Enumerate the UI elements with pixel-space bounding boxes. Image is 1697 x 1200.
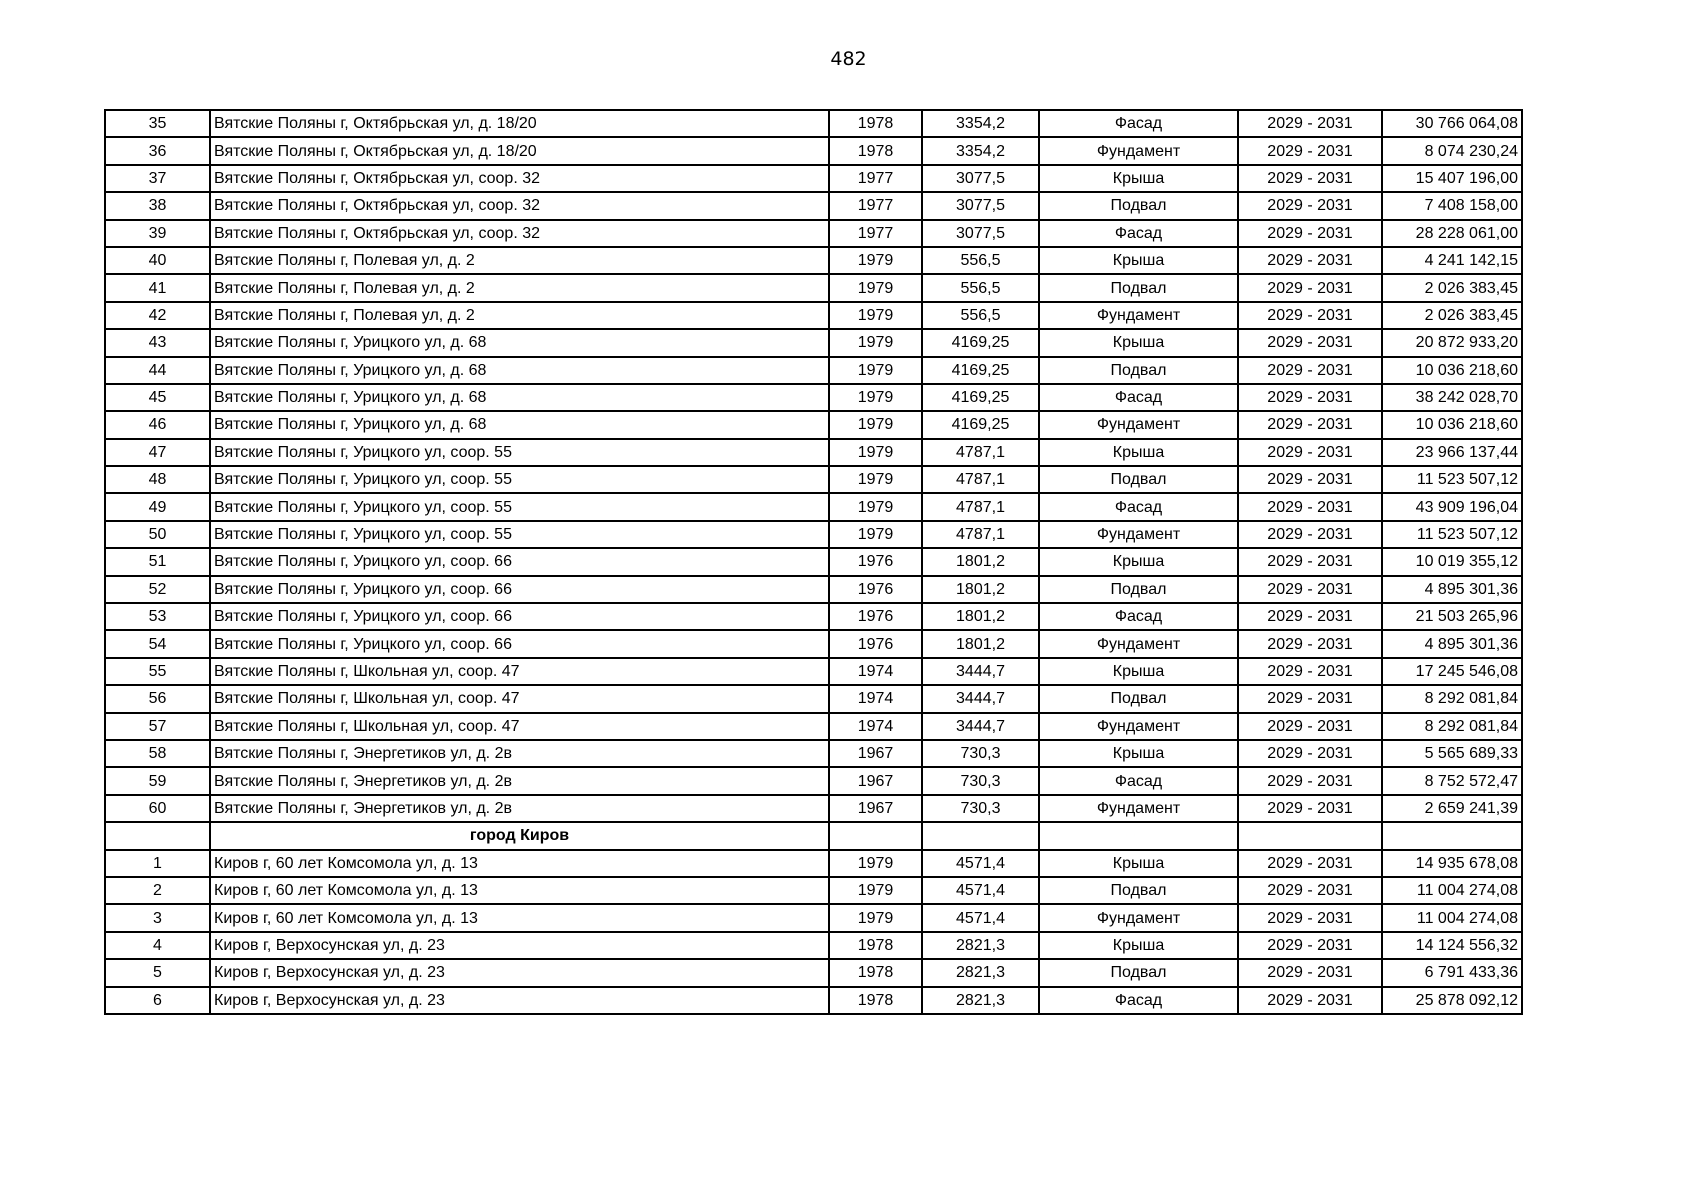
area-cell: 556,5 bbox=[922, 274, 1039, 301]
row-number-cell: 44 bbox=[105, 357, 210, 384]
work-type-cell: Крыша bbox=[1039, 329, 1238, 356]
build-year-cell: 1967 bbox=[829, 795, 922, 822]
cost-cell bbox=[1382, 822, 1522, 849]
period-cell: 2029 - 2031 bbox=[1238, 630, 1382, 657]
work-type-cell: Подвал bbox=[1039, 576, 1238, 603]
row-number-cell: 51 bbox=[105, 548, 210, 575]
period-cell: 2029 - 2031 bbox=[1238, 740, 1382, 767]
build-year-cell: 1979 bbox=[829, 274, 922, 301]
address-cell: Вятские Поляны г, Октябрьская ул, соор. 32 bbox=[210, 165, 829, 192]
period-cell: 2029 - 2031 bbox=[1238, 987, 1382, 1014]
address-cell: Вятские Поляны г, Урицкого ул, соор. 55 bbox=[210, 493, 829, 520]
table-row bbox=[105, 384, 1522, 411]
table-row bbox=[105, 658, 1522, 685]
build-year-cell: 1979 bbox=[829, 850, 922, 877]
work-type-cell bbox=[1039, 822, 1238, 849]
address-cell: Вятские Поляны г, Школьная ул, соор. 47 bbox=[210, 713, 829, 740]
build-year-cell: 1979 bbox=[829, 466, 922, 493]
address-cell: Вятские Поляны г, Полевая ул, д. 2 bbox=[210, 247, 829, 274]
cost-cell: 14 124 556,32 bbox=[1382, 932, 1522, 959]
table-row bbox=[105, 411, 1522, 438]
table-row bbox=[105, 521, 1522, 548]
address-cell: Вятские Поляны г, Полевая ул, д. 2 bbox=[210, 302, 829, 329]
period-cell: 2029 - 2031 bbox=[1238, 850, 1382, 877]
table-row bbox=[105, 439, 1522, 466]
period-cell: 2029 - 2031 bbox=[1238, 439, 1382, 466]
row-number-cell: 53 bbox=[105, 603, 210, 630]
work-type-cell: Фундамент bbox=[1039, 713, 1238, 740]
address-cell: Вятские Поляны г, Урицкого ул, соор. 66 bbox=[210, 603, 829, 630]
address-cell: Вятские Поляны г, Урицкого ул, соор. 66 bbox=[210, 630, 829, 657]
address-cell: Вятские Поляны г, Энергетиков ул, д. 2в bbox=[210, 795, 829, 822]
page-number: 482 bbox=[830, 48, 867, 70]
table-row bbox=[105, 767, 1522, 794]
work-type-cell: Фасад bbox=[1039, 767, 1238, 794]
row-number-cell: 6 bbox=[105, 987, 210, 1014]
build-year-cell: 1979 bbox=[829, 384, 922, 411]
period-cell: 2029 - 2031 bbox=[1238, 137, 1382, 164]
cost-cell: 23 966 137,44 bbox=[1382, 439, 1522, 466]
build-year-cell: 1979 bbox=[829, 877, 922, 904]
period-cell: 2029 - 2031 bbox=[1238, 877, 1382, 904]
period-cell: 2029 - 2031 bbox=[1238, 302, 1382, 329]
row-number-cell: 37 bbox=[105, 165, 210, 192]
cost-cell: 8 752 572,47 bbox=[1382, 767, 1522, 794]
address-cell: Вятские Поляны г, Урицкого ул, д. 68 bbox=[210, 329, 829, 356]
row-number-cell: 50 bbox=[105, 521, 210, 548]
address-cell: Киров г, 60 лет Комсомола ул, д. 13 bbox=[210, 877, 829, 904]
period-cell: 2029 - 2031 bbox=[1238, 685, 1382, 712]
build-year-cell: 1978 bbox=[829, 959, 922, 986]
build-year-cell: 1979 bbox=[829, 329, 922, 356]
row-number-cell: 3 bbox=[105, 904, 210, 931]
cost-cell: 11 523 507,12 bbox=[1382, 521, 1522, 548]
area-cell bbox=[922, 822, 1039, 849]
cost-cell: 11 523 507,12 bbox=[1382, 466, 1522, 493]
build-year-cell: 1978 bbox=[829, 110, 922, 137]
area-cell: 2821,3 bbox=[922, 932, 1039, 959]
area-cell: 4169,25 bbox=[922, 329, 1039, 356]
table-row bbox=[105, 220, 1522, 247]
work-type-cell: Фасад bbox=[1039, 987, 1238, 1014]
cost-cell: 8 292 081,84 bbox=[1382, 713, 1522, 740]
table-row bbox=[105, 877, 1522, 904]
area-cell: 4571,4 bbox=[922, 904, 1039, 931]
row-number-cell: 39 bbox=[105, 220, 210, 247]
work-type-cell: Подвал bbox=[1039, 357, 1238, 384]
row-number-cell: 47 bbox=[105, 439, 210, 466]
table-row bbox=[105, 357, 1522, 384]
table-row bbox=[105, 493, 1522, 520]
area-cell: 556,5 bbox=[922, 247, 1039, 274]
table-row bbox=[105, 850, 1522, 877]
work-type-cell: Крыша bbox=[1039, 850, 1238, 877]
work-type-cell: Фасад bbox=[1039, 384, 1238, 411]
area-cell: 2821,3 bbox=[922, 959, 1039, 986]
build-year-cell: 1979 bbox=[829, 302, 922, 329]
address-cell: Вятские Поляны г, Урицкого ул, соор. 66 bbox=[210, 576, 829, 603]
period-cell: 2029 - 2031 bbox=[1238, 767, 1382, 794]
cost-cell: 11 004 274,08 bbox=[1382, 877, 1522, 904]
address-cell: Вятские Поляны г, Энергетиков ул, д. 2в bbox=[210, 740, 829, 767]
cost-cell: 10 036 218,60 bbox=[1382, 411, 1522, 438]
period-cell: 2029 - 2031 bbox=[1238, 603, 1382, 630]
area-cell: 3077,5 bbox=[922, 192, 1039, 219]
work-type-cell: Фундамент bbox=[1039, 904, 1238, 931]
row-number-cell: 2 bbox=[105, 877, 210, 904]
address-cell: Вятские Поляны г, Октябрьская ул, соор. 32 bbox=[210, 220, 829, 247]
area-cell: 4169,25 bbox=[922, 384, 1039, 411]
cost-cell: 21 503 265,96 bbox=[1382, 603, 1522, 630]
cost-cell: 17 245 546,08 bbox=[1382, 658, 1522, 685]
row-number-cell: 35 bbox=[105, 110, 210, 137]
cost-cell: 4 895 301,36 bbox=[1382, 576, 1522, 603]
period-cell: 2029 - 2031 bbox=[1238, 795, 1382, 822]
cost-cell: 4 895 301,36 bbox=[1382, 630, 1522, 657]
build-year-cell: 1979 bbox=[829, 904, 922, 931]
area-cell: 4787,1 bbox=[922, 466, 1039, 493]
area-cell: 3444,7 bbox=[922, 713, 1039, 740]
area-cell: 4169,25 bbox=[922, 357, 1039, 384]
row-number-cell: 58 bbox=[105, 740, 210, 767]
build-year-cell: 1976 bbox=[829, 630, 922, 657]
table-row bbox=[105, 329, 1522, 356]
area-cell: 730,3 bbox=[922, 767, 1039, 794]
row-number-cell: 46 bbox=[105, 411, 210, 438]
build-year-cell: 1974 bbox=[829, 713, 922, 740]
build-year-cell: 1978 bbox=[829, 932, 922, 959]
build-year-cell: 1979 bbox=[829, 247, 922, 274]
address-cell: Вятские Поляны г, Полевая ул, д. 2 bbox=[210, 274, 829, 301]
period-cell: 2029 - 2031 bbox=[1238, 932, 1382, 959]
cost-cell: 10 036 218,60 bbox=[1382, 357, 1522, 384]
cost-cell: 2 026 383,45 bbox=[1382, 302, 1522, 329]
area-cell: 4787,1 bbox=[922, 493, 1039, 520]
cost-cell: 20 872 933,20 bbox=[1382, 329, 1522, 356]
cost-cell: 15 407 196,00 bbox=[1382, 165, 1522, 192]
cost-cell: 2 659 241,39 bbox=[1382, 795, 1522, 822]
row-number-cell: 56 bbox=[105, 685, 210, 712]
cost-cell: 5 565 689,33 bbox=[1382, 740, 1522, 767]
period-cell: 2029 - 2031 bbox=[1238, 247, 1382, 274]
period-cell: 2029 - 2031 bbox=[1238, 658, 1382, 685]
cost-cell: 30 766 064,08 bbox=[1382, 110, 1522, 137]
period-cell: 2029 - 2031 bbox=[1238, 329, 1382, 356]
period-cell: 2029 - 2031 bbox=[1238, 493, 1382, 520]
address-cell: Вятские Поляны г, Школьная ул, соор. 47 bbox=[210, 685, 829, 712]
cost-cell: 14 935 678,08 bbox=[1382, 850, 1522, 877]
address-cell: Вятские Поляны г, Урицкого ул, д. 68 bbox=[210, 411, 829, 438]
row-number-cell: 42 bbox=[105, 302, 210, 329]
period-cell: 2029 - 2031 bbox=[1238, 521, 1382, 548]
address-cell: Вятские Поляны г, Октябрьская ул, д. 18/20 bbox=[210, 137, 829, 164]
build-year-cell: 1979 bbox=[829, 493, 922, 520]
address-cell: Вятские Поляны г, Школьная ул, соор. 47 bbox=[210, 658, 829, 685]
period-cell: 2029 - 2031 bbox=[1238, 713, 1382, 740]
row-number-cell: 45 bbox=[105, 384, 210, 411]
period-cell: 2029 - 2031 bbox=[1238, 904, 1382, 931]
repair-schedule-table bbox=[104, 109, 1523, 1015]
row-number-cell: 49 bbox=[105, 493, 210, 520]
work-type-cell: Подвал bbox=[1039, 877, 1238, 904]
period-cell: 2029 - 2031 bbox=[1238, 411, 1382, 438]
period-cell: 2029 - 2031 bbox=[1238, 357, 1382, 384]
period-cell: 2029 - 2031 bbox=[1238, 110, 1382, 137]
table-row bbox=[105, 137, 1522, 164]
build-year-cell: 1978 bbox=[829, 987, 922, 1014]
build-year-cell: 1967 bbox=[829, 740, 922, 767]
area-cell: 1801,2 bbox=[922, 603, 1039, 630]
area-cell: 4787,1 bbox=[922, 521, 1039, 548]
table-row bbox=[105, 932, 1522, 959]
cost-cell: 11 004 274,08 bbox=[1382, 904, 1522, 931]
row-number-cell: 38 bbox=[105, 192, 210, 219]
row-number-cell: 40 bbox=[105, 247, 210, 274]
build-year-cell: 1979 bbox=[829, 357, 922, 384]
address-cell: Вятские Поляны г, Урицкого ул, д. 68 bbox=[210, 384, 829, 411]
section-header-row bbox=[105, 822, 1522, 849]
table-row bbox=[105, 904, 1522, 931]
table-row bbox=[105, 630, 1522, 657]
build-year-cell: 1979 bbox=[829, 521, 922, 548]
build-year-cell: 1977 bbox=[829, 220, 922, 247]
area-cell: 730,3 bbox=[922, 740, 1039, 767]
row-number-cell: 60 bbox=[105, 795, 210, 822]
cost-cell: 8 292 081,84 bbox=[1382, 685, 1522, 712]
address-cell: Киров г, 60 лет Комсомола ул, д. 13 bbox=[210, 904, 829, 931]
cost-cell: 28 228 061,00 bbox=[1382, 220, 1522, 247]
work-type-cell: Подвал bbox=[1039, 685, 1238, 712]
build-year-cell: 1967 bbox=[829, 767, 922, 794]
address-cell: Вятские Поляны г, Энергетиков ул, д. 2в bbox=[210, 767, 829, 794]
table-row bbox=[105, 740, 1522, 767]
area-cell: 1801,2 bbox=[922, 576, 1039, 603]
table-row bbox=[105, 685, 1522, 712]
work-type-cell: Фундамент bbox=[1039, 302, 1238, 329]
address-cell: Киров г, 60 лет Комсомола ул, д. 13 bbox=[210, 850, 829, 877]
build-year-cell: 1976 bbox=[829, 548, 922, 575]
address-cell: Вятские Поляны г, Октябрьская ул, д. 18/20 bbox=[210, 110, 829, 137]
address-cell: Вятские Поляны г, Октябрьская ул, соор. 32 bbox=[210, 192, 829, 219]
work-type-cell: Крыша bbox=[1039, 165, 1238, 192]
table-row bbox=[105, 548, 1522, 575]
row-number-cell: 43 bbox=[105, 329, 210, 356]
table-row bbox=[105, 576, 1522, 603]
work-type-cell: Фундамент bbox=[1039, 411, 1238, 438]
period-cell bbox=[1238, 822, 1382, 849]
area-cell: 1801,2 bbox=[922, 630, 1039, 657]
area-cell: 4571,4 bbox=[922, 877, 1039, 904]
address-cell: Вятские Поляны г, Урицкого ул, соор. 66 bbox=[210, 548, 829, 575]
area-cell: 2821,3 bbox=[922, 987, 1039, 1014]
work-type-cell: Подвал bbox=[1039, 466, 1238, 493]
table-row bbox=[105, 165, 1522, 192]
work-type-cell: Фундамент bbox=[1039, 521, 1238, 548]
period-cell: 2029 - 2031 bbox=[1238, 165, 1382, 192]
row-number-cell: 1 bbox=[105, 850, 210, 877]
cost-cell: 7 408 158,00 bbox=[1382, 192, 1522, 219]
table-row bbox=[105, 959, 1522, 986]
area-cell: 3077,5 bbox=[922, 220, 1039, 247]
cost-cell: 2 026 383,45 bbox=[1382, 274, 1522, 301]
cost-cell: 43 909 196,04 bbox=[1382, 493, 1522, 520]
row-number-cell: 36 bbox=[105, 137, 210, 164]
period-cell: 2029 - 2031 bbox=[1238, 220, 1382, 247]
area-cell: 1801,2 bbox=[922, 548, 1039, 575]
row-number-cell: 52 bbox=[105, 576, 210, 603]
period-cell: 2029 - 2031 bbox=[1238, 192, 1382, 219]
work-type-cell: Подвал bbox=[1039, 959, 1238, 986]
address-cell: Вятские Поляны г, Урицкого ул, соор. 55 bbox=[210, 439, 829, 466]
work-type-cell: Фундамент bbox=[1039, 795, 1238, 822]
row-number-cell: 48 bbox=[105, 466, 210, 493]
address-cell: Киров г, Верхосунская ул, д. 23 bbox=[210, 932, 829, 959]
build-year-cell: 1976 bbox=[829, 576, 922, 603]
work-type-cell: Крыша bbox=[1039, 932, 1238, 959]
area-cell: 3354,2 bbox=[922, 137, 1039, 164]
table-row bbox=[105, 795, 1522, 822]
area-cell: 3444,7 bbox=[922, 658, 1039, 685]
area-cell: 556,5 bbox=[922, 302, 1039, 329]
table-body bbox=[105, 110, 1522, 1014]
build-year-cell: 1977 bbox=[829, 192, 922, 219]
work-type-cell: Крыша bbox=[1039, 740, 1238, 767]
build-year-cell: 1978 bbox=[829, 137, 922, 164]
work-type-cell: Крыша bbox=[1039, 247, 1238, 274]
work-type-cell: Крыша bbox=[1039, 658, 1238, 685]
period-cell: 2029 - 2031 bbox=[1238, 274, 1382, 301]
row-number-cell: 41 bbox=[105, 274, 210, 301]
build-year-cell: 1974 bbox=[829, 658, 922, 685]
row-number-cell: 54 bbox=[105, 630, 210, 657]
work-type-cell: Фундамент bbox=[1039, 137, 1238, 164]
section-title: город Киров bbox=[210, 822, 829, 849]
cost-cell: 8 074 230,24 bbox=[1382, 137, 1522, 164]
build-year-cell: 1976 bbox=[829, 603, 922, 630]
area-cell: 3077,5 bbox=[922, 165, 1039, 192]
table-row bbox=[105, 603, 1522, 630]
work-type-cell: Крыша bbox=[1039, 548, 1238, 575]
period-cell: 2029 - 2031 bbox=[1238, 576, 1382, 603]
address-cell: Вятские Поляны г, Урицкого ул, д. 68 bbox=[210, 357, 829, 384]
row-number-cell: 5 bbox=[105, 959, 210, 986]
table-row bbox=[105, 466, 1522, 493]
row-number-cell: 4 bbox=[105, 932, 210, 959]
address-cell: Вятские Поляны г, Урицкого ул, соор. 55 bbox=[210, 521, 829, 548]
period-cell: 2029 - 2031 bbox=[1238, 548, 1382, 575]
row-number-cell: 57 bbox=[105, 713, 210, 740]
address-cell: Киров г, Верхосунская ул, д. 23 bbox=[210, 959, 829, 986]
cost-cell: 25 878 092,12 bbox=[1382, 987, 1522, 1014]
area-cell: 3444,7 bbox=[922, 685, 1039, 712]
area-cell: 3354,2 bbox=[922, 110, 1039, 137]
build-year-cell: 1977 bbox=[829, 165, 922, 192]
work-type-cell: Подвал bbox=[1039, 274, 1238, 301]
table-row bbox=[105, 274, 1522, 301]
row-number-cell: 55 bbox=[105, 658, 210, 685]
work-type-cell: Фасад bbox=[1039, 493, 1238, 520]
area-cell: 4787,1 bbox=[922, 439, 1039, 466]
build-year-cell: 1974 bbox=[829, 685, 922, 712]
work-type-cell: Фасад bbox=[1039, 220, 1238, 247]
cost-cell: 10 019 355,12 bbox=[1382, 548, 1522, 575]
table-row bbox=[105, 302, 1522, 329]
table-row bbox=[105, 110, 1522, 137]
cost-cell: 6 791 433,36 bbox=[1382, 959, 1522, 986]
period-cell: 2029 - 2031 bbox=[1238, 959, 1382, 986]
build-year-cell bbox=[829, 822, 922, 849]
work-type-cell: Крыша bbox=[1039, 439, 1238, 466]
table-row bbox=[105, 713, 1522, 740]
row-number-cell bbox=[105, 822, 210, 849]
work-type-cell: Подвал bbox=[1039, 192, 1238, 219]
area-cell: 4571,4 bbox=[922, 850, 1039, 877]
address-cell: Киров г, Верхосунская ул, д. 23 bbox=[210, 987, 829, 1014]
area-cell: 730,3 bbox=[922, 795, 1039, 822]
address-cell: Вятские Поляны г, Урицкого ул, соор. 55 bbox=[210, 466, 829, 493]
area-cell: 4169,25 bbox=[922, 411, 1039, 438]
work-type-cell: Фасад bbox=[1039, 603, 1238, 630]
work-type-cell: Фасад bbox=[1039, 110, 1238, 137]
row-number-cell: 59 bbox=[105, 767, 210, 794]
period-cell: 2029 - 2031 bbox=[1238, 466, 1382, 493]
build-year-cell: 1979 bbox=[829, 439, 922, 466]
work-type-cell: Фундамент bbox=[1039, 630, 1238, 657]
cost-cell: 38 242 028,70 bbox=[1382, 384, 1522, 411]
table-row bbox=[105, 192, 1522, 219]
table-row bbox=[105, 987, 1522, 1014]
table-row bbox=[105, 247, 1522, 274]
period-cell: 2029 - 2031 bbox=[1238, 384, 1382, 411]
cost-cell: 4 241 142,15 bbox=[1382, 247, 1522, 274]
build-year-cell: 1979 bbox=[829, 411, 922, 438]
